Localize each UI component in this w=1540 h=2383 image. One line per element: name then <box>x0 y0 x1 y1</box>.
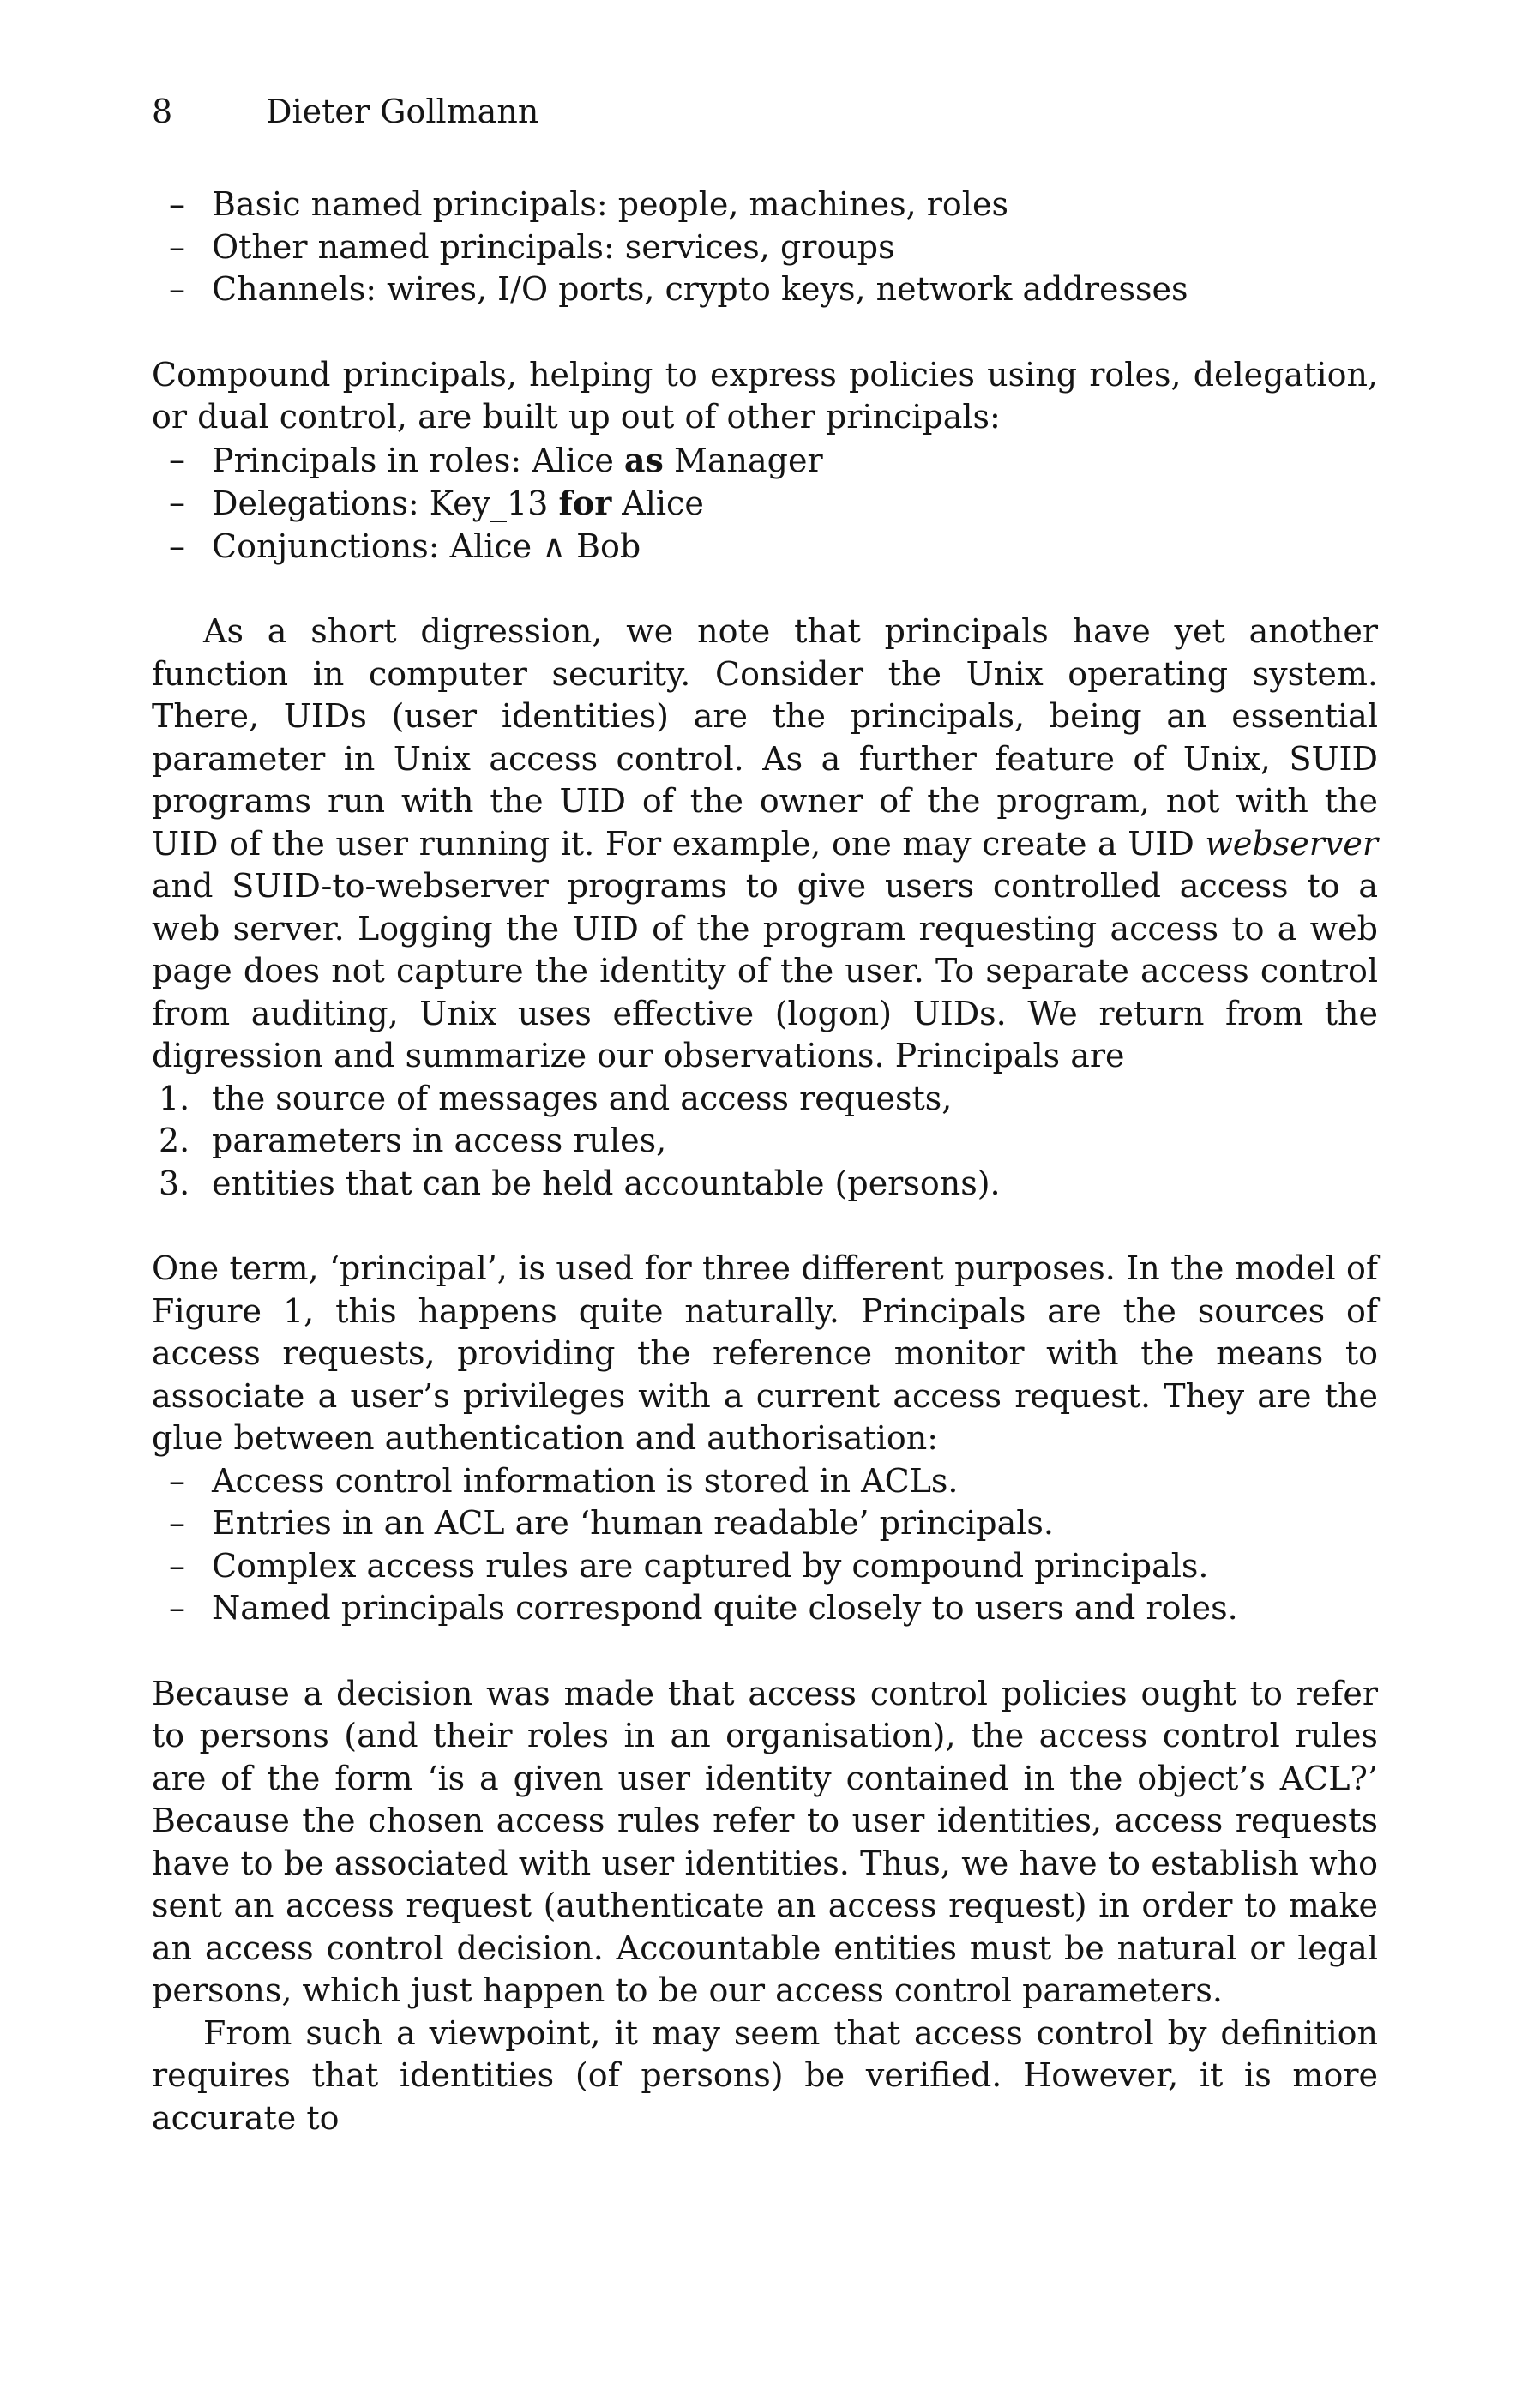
page-number: 8 <box>152 93 173 130</box>
list-item: – Delegations: Key_13 for Alice <box>169 484 704 522</box>
running-head-author: Dieter Gollmann <box>266 93 539 130</box>
list-item: 3. entities that can be held accountable (persons). <box>159 1164 1001 1202</box>
list-item: – Other named principals: services, groups <box>169 227 895 266</box>
list-item: – Named principals correspond quite closely to users and roles. <box>169 1589 1238 1627</box>
compound-principals-list <box>152 439 1378 569</box>
list-item: – Access control information is stored in ACLs. <box>169 1461 959 1500</box>
paragraph-viewpoint: From such a viewpoint, it may seem that access control by definition requires that identities (of persons) be verified. However, it is more accurate to <box>152 2013 1378 2137</box>
list-item: – Complex access rules are captured by compound principals. <box>169 1546 1209 1585</box>
running-header <box>152 93 1378 144</box>
principals-are-list <box>152 1078 1378 1206</box>
paragraph-because-decision: Because a decision was made that access control policies ought to refer to persons (and their roles in an organisation), the access control rules are of the form ‘is a given user identity contained in the object’s ACL?’ Because the chosen access rules refer to user identities, access requests have to be associated with user identities. Thus, we have to establish who sent an access request (authenticate an access request) in order to make an access control decision. Accountable entities must be natural or legal persons, which just happen to be our access control parameters. <box>152 1674 1378 2009</box>
list-item: – Conjunctions: Alice ∧ Bob <box>169 527 641 565</box>
list-item: – Channels: wires, I/O ports, crypto keys, network addresses <box>169 270 1188 308</box>
body-text <box>152 184 1378 2139</box>
list-item: – Entries in an ACL are ‘human readable’ principals. <box>169 1504 1054 1542</box>
list-item: 2. parameters in access rules, <box>159 1122 667 1159</box>
paragraph-one-term: One term, ‘principal’, is used for three different purposes. In the model of Figure 1, this happens quite naturally. Principals are the sources of access requests, providing the reference monitor with the means to associate a user’s privileges with a current access request. They are the glue between authentication and authorisation: <box>152 1249 1378 1457</box>
glue-list <box>152 1460 1378 1630</box>
paragraph-unix-digression: As a short digression, we note that principals have yet another function in computer security. Consider the Unix operating system. There, UIDs (user identities) are the principals, being an essential parameter in Unix access control. As a further feature of Unix, SUID programs run with the UID of the owner of the program, not with the UID of the user running it. For example, one may create a UID webserver and SUID-to-webserver programs to give users controlled access to a web server. Logging the UID of the program requesting access to a web page does not capture the identity of the user. To separate access control from auditing, Unix uses effective (logon) UIDs. We return from the digression and summarize our observations. Principals are <box>152 612 1378 1074</box>
named-principals-list <box>152 184 1378 311</box>
paragraph-compound-principals: Compound principals, helping to express policies using roles, delegation, or dual control, are built up out of other principals: <box>152 355 1378 436</box>
list-item: – Principals in roles: Alice as Manager <box>169 440 823 479</box>
list-item: 1. the source of messages and access requests, <box>159 1079 953 1117</box>
list-item: – Basic named principals: people, machines, roles <box>169 185 1008 223</box>
